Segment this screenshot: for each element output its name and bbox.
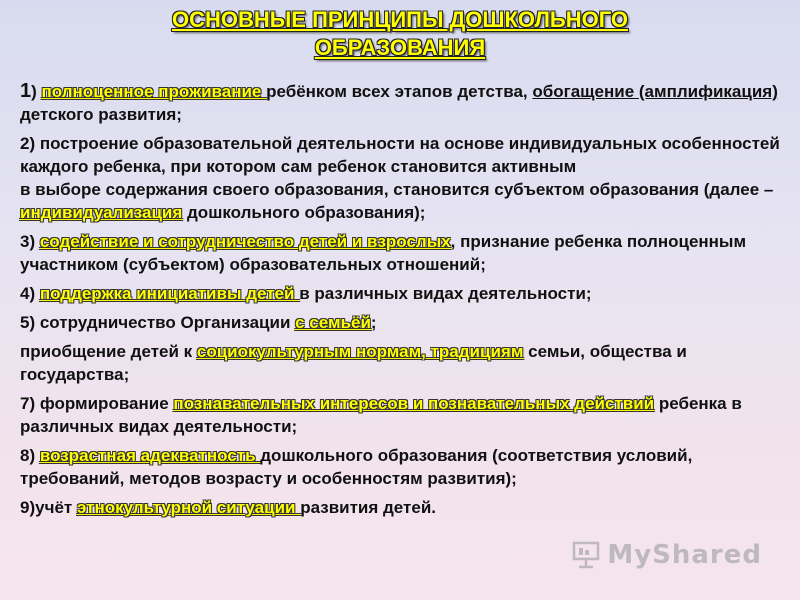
highlight-term: с семьёй [295, 313, 371, 332]
principle-text: дошкольного образования (соответствия условий, требований, методов возрасту и особенностям развития); [20, 446, 693, 488]
principle-text: в различных видах деятельности; [299, 284, 592, 303]
principle-text: ; [370, 313, 377, 332]
title-line-1: ОСНОВНЫЕ ПРИНЦИПЫ ДОШКОЛЬНОГО [171, 7, 629, 32]
highlight-term: социокультурным нормам, традициям [196, 342, 524, 361]
principle-2 [20, 132, 780, 224]
principle-text: семьи, общества и государства; [20, 342, 687, 384]
principle-1 [20, 80, 780, 126]
presentation-board-icon [571, 541, 601, 569]
highlight-term: полноценное проживание [41, 82, 267, 101]
principle-9 [20, 496, 780, 519]
principle-3 [20, 230, 780, 276]
principle-text: 3) [20, 232, 40, 251]
principle-number: 1 [20, 80, 32, 102]
watermark [571, 540, 762, 570]
title-line-2: ОБРАЗОВАНИЯ [314, 35, 486, 60]
highlight-term: поддержка инициативы детей [39, 284, 300, 303]
principle-text: приобщение детей к [20, 342, 197, 361]
slide-title [0, 6, 800, 62]
principle-text: 2) построение образовательной деятельности на основе индивидуальных особенностей каждого ребенка, при котором сам ребенок становится активным [20, 134, 780, 176]
principle-text: 9)учёт [20, 498, 77, 517]
principle-text: ребенка в различных видах деятельности; [20, 394, 742, 436]
principle-4 [20, 282, 780, 305]
principle-text: , признание ребенка полноценным участником (субъектом) образовательных отношений; [20, 232, 747, 274]
watermark-text: MyShared [607, 540, 762, 570]
principle-5 [20, 311, 780, 334]
principle-text: 4) [20, 284, 40, 303]
principle-8 [20, 444, 780, 490]
principle-text: 8) [20, 446, 40, 465]
principle-text: ребёнком всех этапов детства, [266, 82, 533, 101]
principle-text: дошкольного образования); [182, 203, 426, 222]
highlight-term: познавательных интересов и познавательных действий [173, 394, 655, 413]
principle-6 [20, 340, 780, 386]
principle-text: 7) формирование [20, 394, 174, 413]
principle-text: детского развития; [20, 105, 182, 124]
highlight-term: этнокультурной ситуации [76, 498, 301, 517]
highlight-term: содействие и сотрудничество детей и взрослых [39, 232, 451, 251]
principle-7 [20, 392, 780, 438]
principle-text: развития детей. [300, 498, 436, 517]
principle-text: в выборе содержания своего образования, становится субъектом образования (далее – [20, 180, 774, 199]
principles-list [20, 80, 780, 525]
underlined-term: обогащение (амплификация) [532, 82, 778, 101]
principle-text: 5) сотрудничество Организации [20, 313, 296, 332]
highlight-term: индивидуализация [20, 203, 183, 222]
highlight-term: возрастная адекватность [39, 446, 261, 465]
principle-text: ) [31, 82, 42, 101]
